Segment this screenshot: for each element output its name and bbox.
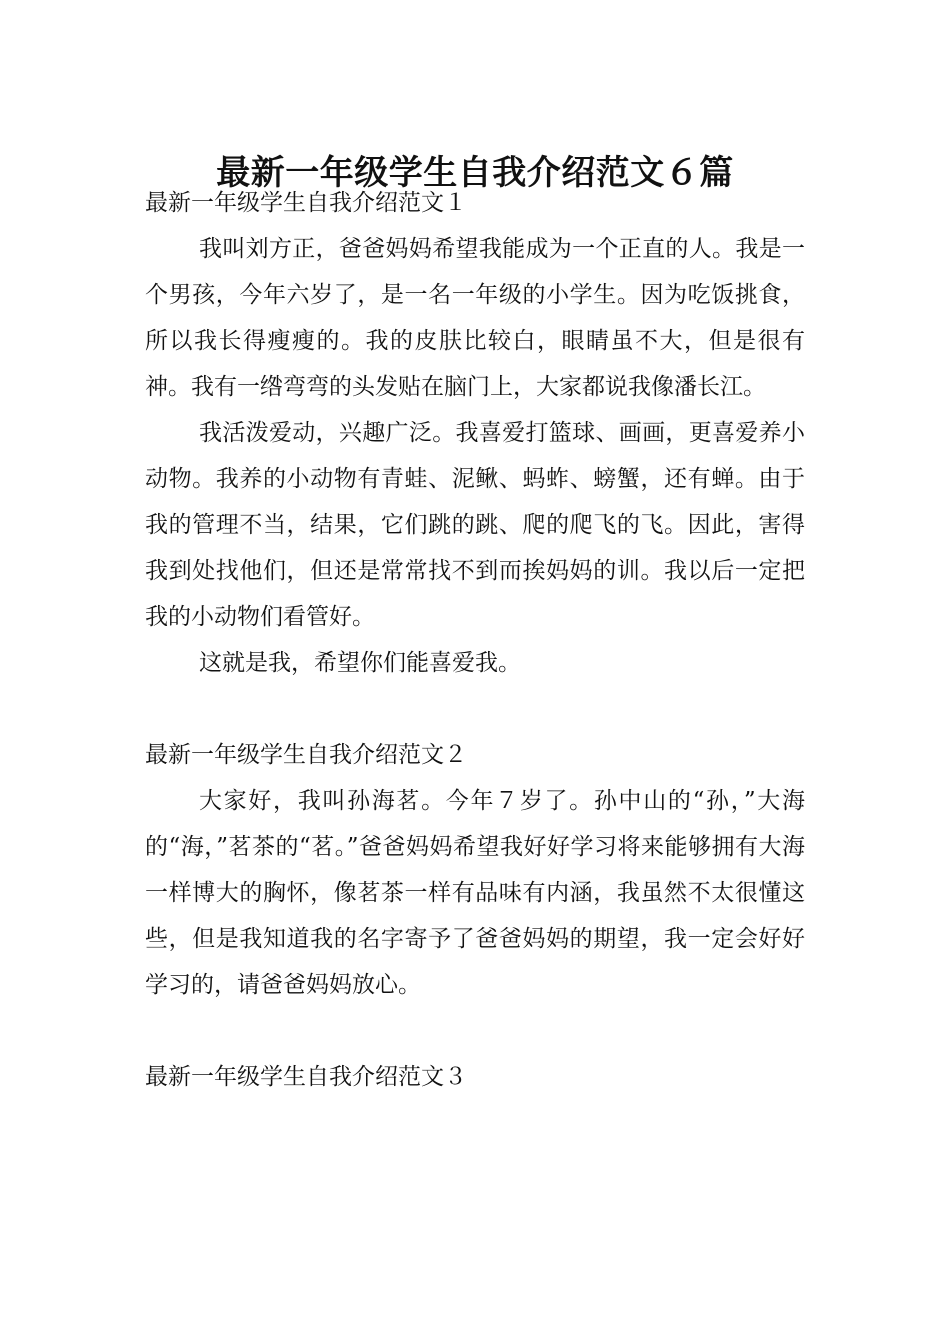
document-body (145, 180, 805, 1100)
section-heading: 最新一年级学生自我介绍范文１ (145, 190, 467, 216)
paragraph: 这就是我，希望你们能喜爱我。 (199, 650, 521, 676)
section-1 (145, 180, 805, 686)
paragraph: 我叫刘方正，爸爸妈妈希望我能成为一个正直的人。我是一个男孩，今年六岁了，是一名一年级的小学生。因为吃饭挑食，所以我长得瘦瘦的。我的皮肤比较白，眼睛虽不大，但是很有神。我有一绺弯弯的头发贴在脑门上，大家都说我像潘长江。 (145, 236, 805, 400)
section-3 (145, 1054, 805, 1100)
paragraph: 我活泼爱动，兴趣广泛。我喜爱打篮球、画画，更喜爱养小动物。我养的小动物有青蛙、泥鳅、蚂蚱、螃蟹，还有蝉。由于我的管理不当，结果，它们跳的跳、爬的爬飞的飞。因此，害得我到处找他们，但还是常常找不到而挨妈妈的训。我以后一定把我的小动物们看管好。 (145, 420, 805, 630)
section-heading: 最新一年级学生自我介绍范文２ (145, 742, 467, 768)
section-2 (145, 732, 805, 1008)
paragraph: 大家好，我叫孙海茗。今年７岁了。孙中山的“孙，”大海的“海，”茗茶的“茗。”爸爸妈妈希望我好好学习将来能够拥有大海一样博大的胸怀，像茗茶一样有品味有内涵，我虽然不太很懂这些，但是我知道我的名字寄予了爸爸妈妈的期望，我一定会好好学习的，请爸爸妈妈放心。 (145, 788, 805, 998)
section-heading: 最新一年级学生自我介绍范文３ (145, 1064, 467, 1090)
section-spacer (145, 686, 805, 732)
document-title: 最新一年级学生自我介绍范文６篇 (216, 152, 734, 193)
section-spacer (145, 1008, 805, 1054)
